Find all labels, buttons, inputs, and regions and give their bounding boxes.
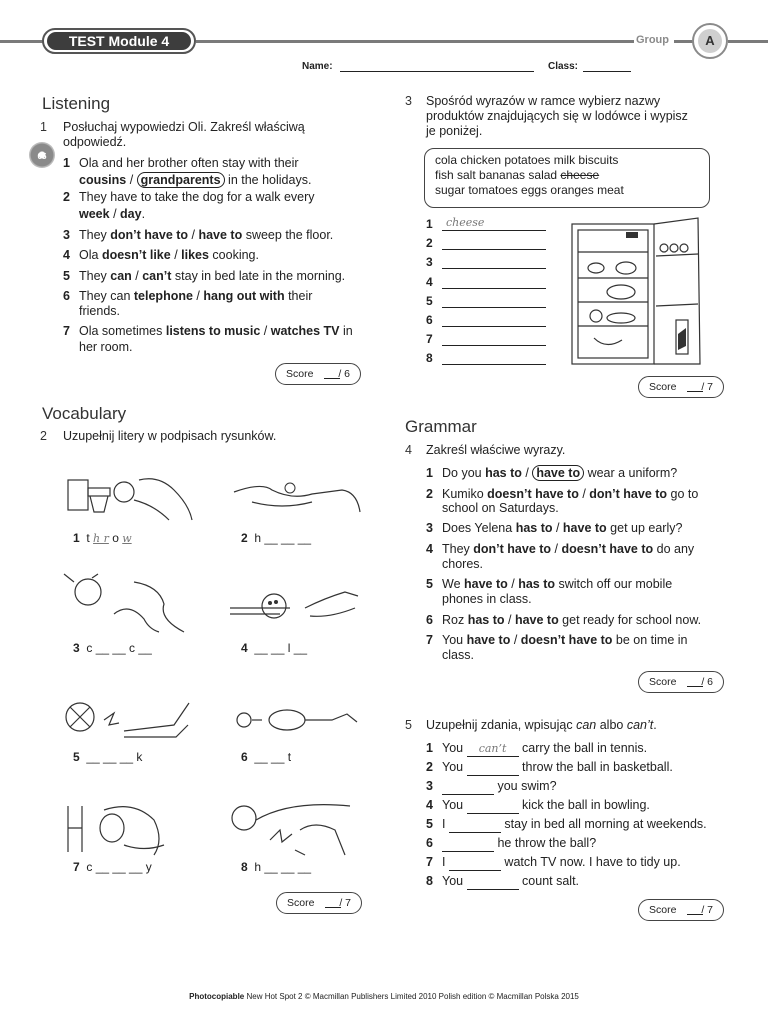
grammar-item-line: chores. [442, 557, 483, 571]
vocab-label-2: 2 h __ __ __ [241, 531, 312, 545]
cd-track-number: 05 [37, 152, 47, 161]
kick-picture [64, 695, 194, 745]
listening-instruction: Posłuchaj wypowiedzi Oli. Zakreśl właściwą [63, 120, 305, 134]
test-title: TEST Module 4 [47, 32, 191, 50]
score-box: Score / 7 [638, 899, 724, 921]
word-row: sugar tomatoes eggs oranges meat [435, 183, 624, 197]
can-blank[interactable] [467, 874, 519, 890]
carry-picture [64, 800, 194, 855]
score-box: Score / 6 [275, 363, 361, 385]
vocab-label-5: 5 __ __ __ k [73, 750, 143, 764]
can-instruction: Uzupełnij zdania, wpisując can albo can’t. [426, 718, 657, 732]
grammar-item-line: class. [442, 648, 474, 662]
listening-item-line: her room. [79, 340, 133, 354]
group-badge [692, 23, 728, 59]
score-box: Score / 7 [638, 376, 724, 398]
header-rule-end [674, 40, 694, 43]
fridge-instruction: Spośród wyrazów w ramce wybierz nazwy [426, 94, 661, 108]
grammar-item-line: phones in class. [442, 592, 532, 606]
answer-circle: have to [532, 465, 584, 481]
vocab-label-8: 8 h __ __ __ [241, 860, 312, 874]
listening-heading: Listening [42, 94, 111, 113]
cd-track-icon [29, 142, 55, 168]
class-label: Class: [548, 61, 579, 72]
class-field[interactable] [583, 71, 631, 72]
name-field[interactable] [340, 71, 534, 72]
vocab-label-7: 7 c __ __ __ y [73, 860, 152, 874]
vocabulary-heading: Vocabulary [42, 404, 127, 423]
vocab-label-1: 1 t h r o w [73, 531, 132, 545]
group-value: A [698, 29, 722, 53]
fridge-picture [566, 216, 706, 368]
exercise-number: 2 [40, 429, 47, 443]
can-blank[interactable]: can’t [467, 741, 519, 757]
word-row: cola chicken potatoes milk biscuits [435, 153, 619, 167]
throw-picture [64, 470, 194, 525]
group-label: Group [636, 34, 669, 46]
roll-picture [230, 578, 360, 633]
header-rule-right [196, 40, 634, 43]
can-blank[interactable] [449, 855, 501, 871]
vocab-label-3: 3 c __ __ c __ [73, 641, 152, 655]
can-blank[interactable] [442, 779, 494, 795]
listening-item-line: week / day. [79, 207, 146, 221]
footer: Photocopiable New Hot Spot 2 © Macmillan Publishers Limited 2010 Polish edition © Macmillan Polska 2015 [189, 992, 579, 1001]
vocab-label-4: 4 __ __ l __ [241, 641, 308, 655]
answer-circle: grandparents [137, 172, 225, 188]
fridge-instruction-3: je poniżej. [426, 124, 483, 138]
listening-item-line: friends. [79, 304, 120, 318]
vocab-label-6: 6 __ __ t [241, 750, 292, 764]
header-rule-tail [728, 40, 768, 43]
name-label: Name: [302, 61, 333, 72]
score-box: Score / 7 [276, 892, 362, 914]
hit-picture [232, 700, 362, 740]
hold-picture [232, 472, 362, 522]
word-row: fish salt bananas salad cheese [435, 168, 600, 182]
exercise-number: 1 [40, 120, 47, 134]
grammar-heading: Grammar [405, 417, 477, 436]
grammar-instruction: Zakreśl właściwe wyrazy. [426, 443, 566, 457]
can-blank[interactable] [467, 760, 519, 776]
can-blank[interactable] [442, 836, 494, 852]
exercise-number: 5 [405, 718, 412, 732]
test-title-pill [42, 28, 196, 54]
exercise-number: 4 [405, 443, 412, 457]
grammar-item-line: school on Saturdays. [442, 501, 559, 515]
vocabulary-instruction: Uzupełnij litery w podpisach rysunków. [63, 429, 277, 443]
can-blank[interactable] [467, 798, 519, 814]
listening-item-line: cousins / grandparents in the holidays. [79, 173, 312, 187]
score-box: Score / 6 [638, 671, 724, 693]
header-rule-left [0, 40, 44, 43]
head-picture [230, 800, 360, 855]
listening-instruction-2: odpowiedź. [63, 135, 127, 149]
can-blank[interactable] [449, 817, 501, 833]
exercise-number: 3 [405, 94, 412, 108]
catch-picture [64, 574, 194, 634]
word-box [424, 148, 710, 208]
fridge-instruction-2: produktów znajdujących się w lodówce i wypisz [426, 109, 688, 123]
